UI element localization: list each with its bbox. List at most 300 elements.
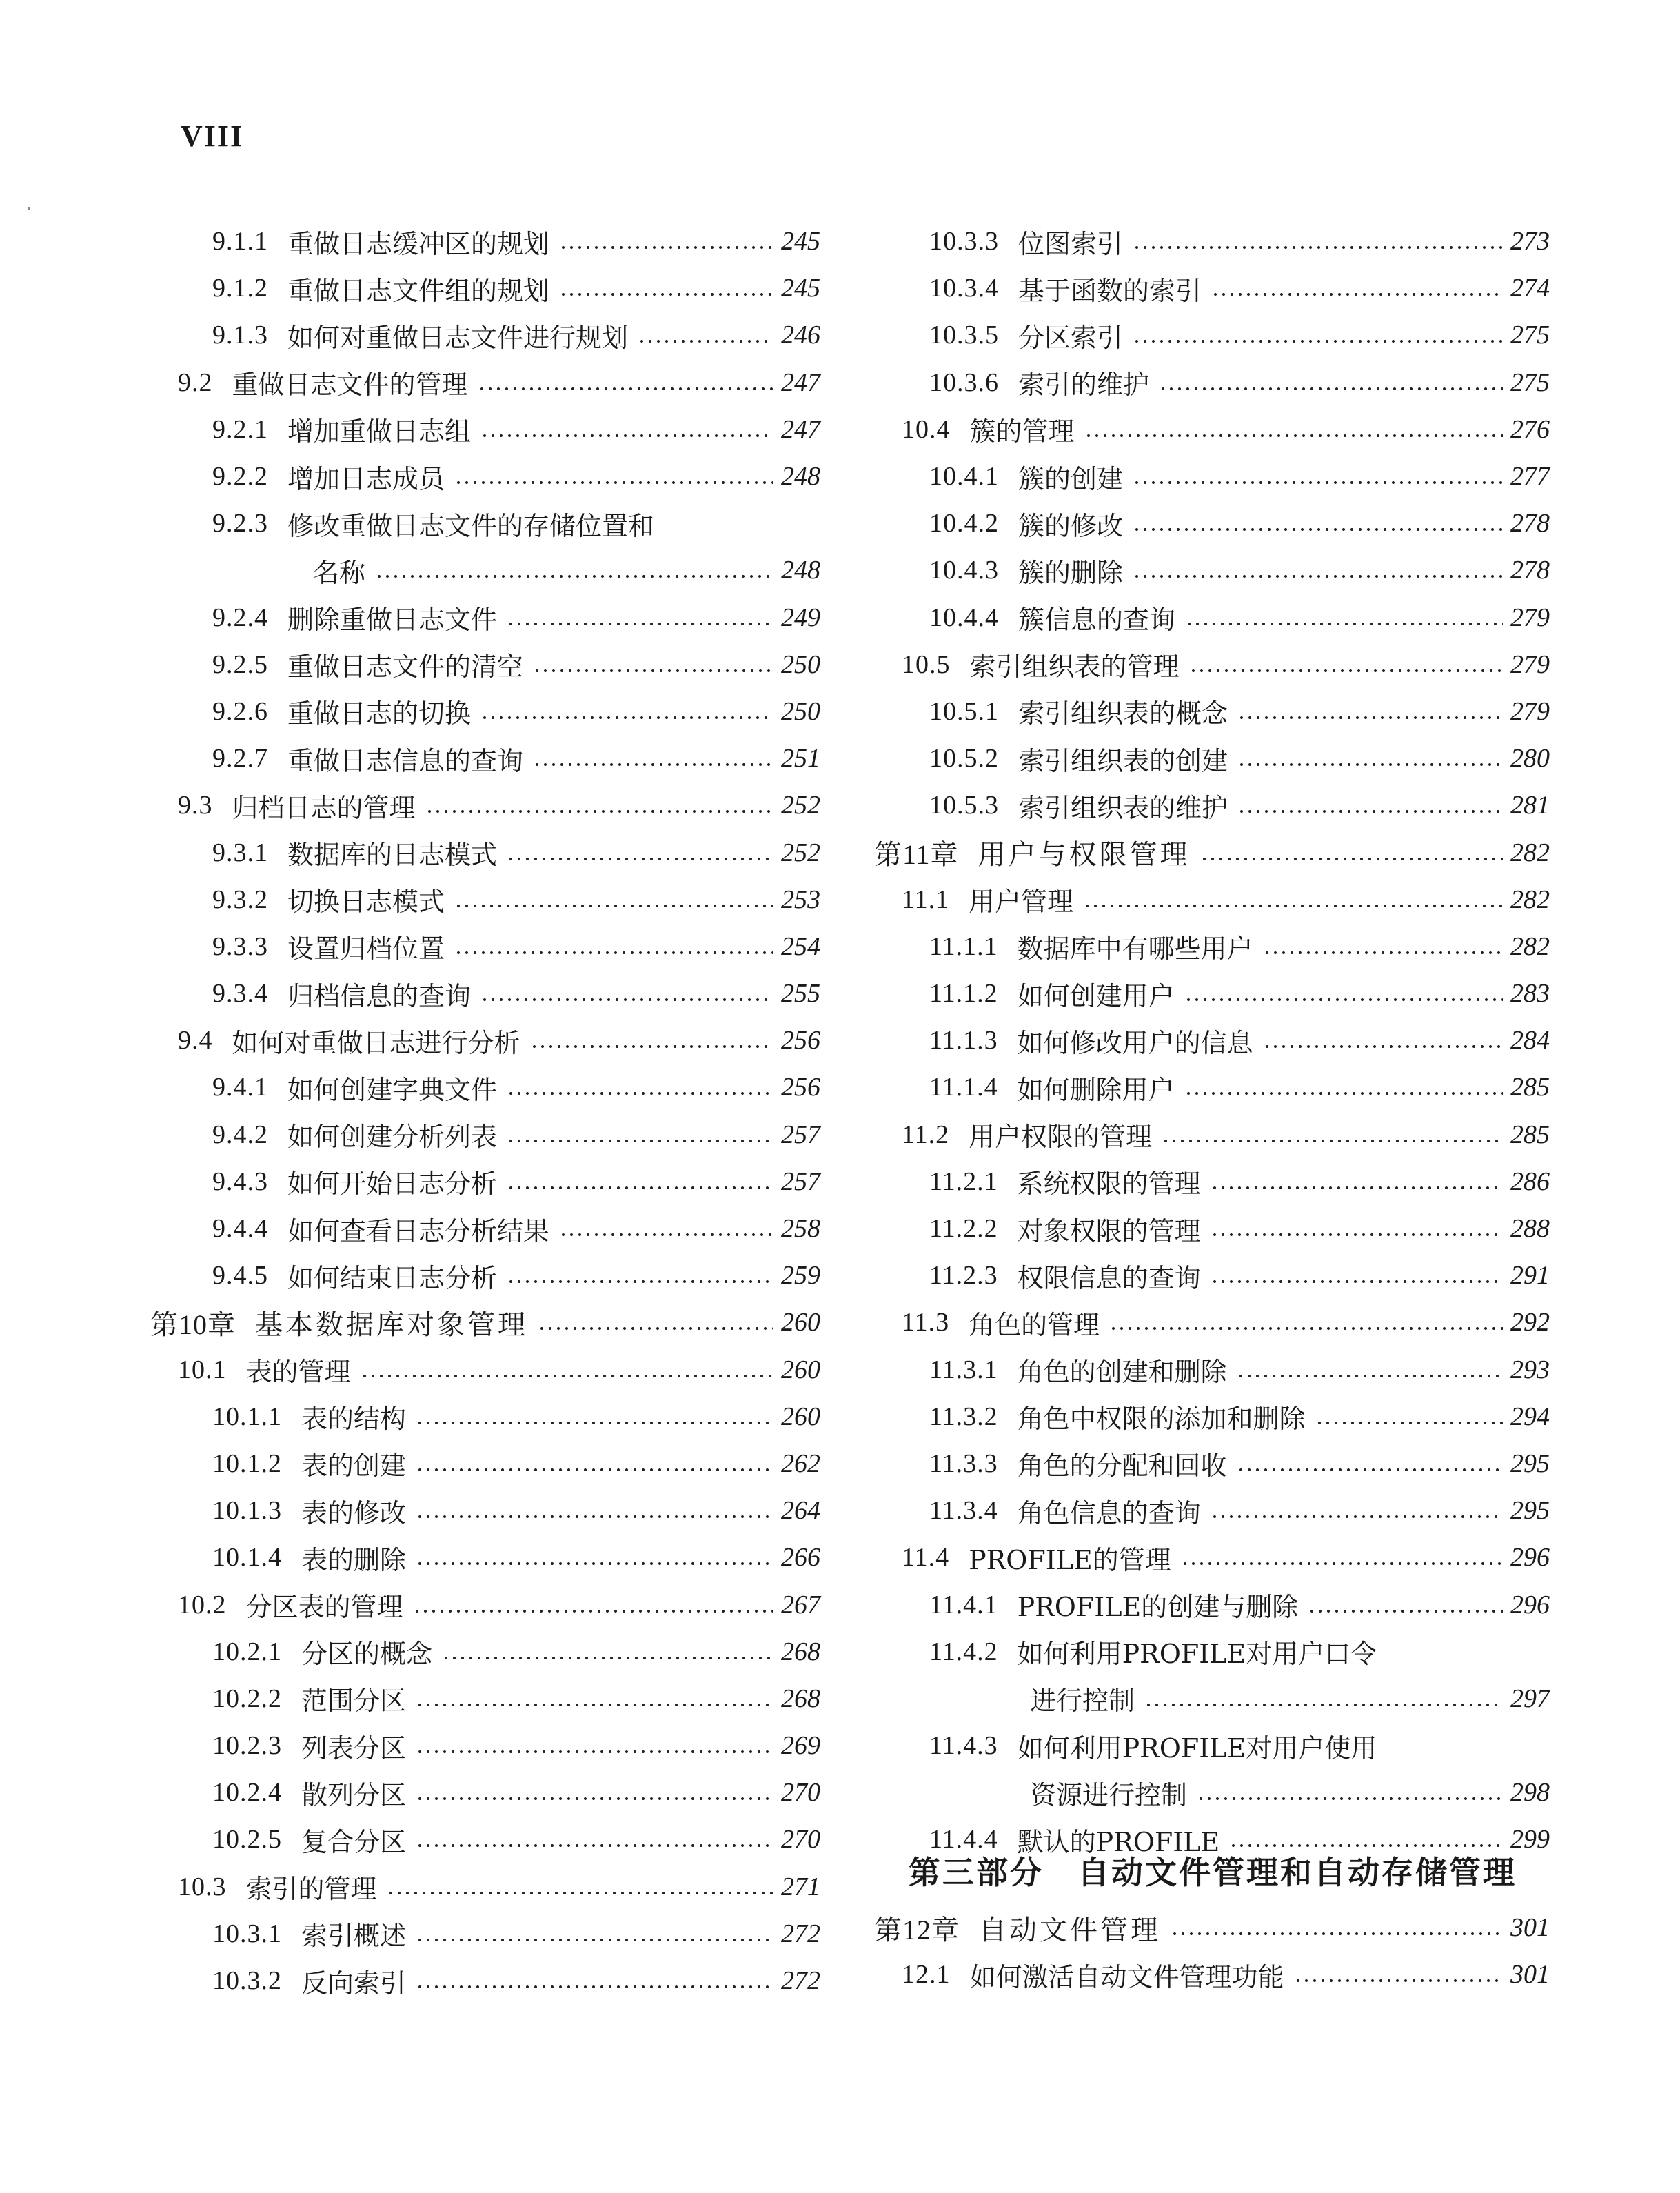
toc-entry-page: 270 xyxy=(781,1825,820,1855)
toc-entry-page: 258 xyxy=(781,1214,820,1244)
toc-entry-title: 重做日志文件的清空 xyxy=(287,651,524,683)
toc-entry[interactable] xyxy=(150,970,820,1017)
toc-entry-page: 271 xyxy=(781,1872,820,1901)
dot-leader xyxy=(1211,1495,1503,1521)
toc-entry-number: 10.2.3 xyxy=(212,1731,282,1761)
dot-leader xyxy=(1171,1912,1503,1938)
dot-leader xyxy=(1133,319,1503,345)
toc-entry[interactable] xyxy=(150,500,820,547)
toc-entry-page: 295 xyxy=(1510,1448,1550,1478)
dot-leader xyxy=(1181,1542,1503,1568)
toc-entry[interactable] xyxy=(150,218,820,265)
dot-leader xyxy=(416,1495,773,1521)
toc-entry-title: 角色信息的查询 xyxy=(1017,1497,1201,1528)
dot-leader xyxy=(416,1965,773,1991)
toc-entry-page: 257 xyxy=(781,1166,820,1196)
toc-entry-number: 11.2.2 xyxy=(929,1214,998,1244)
toc-entry-page: 264 xyxy=(781,1496,820,1526)
toc-entry-number: 9.2.3 xyxy=(212,509,268,538)
toc-entry-number: 9.4.4 xyxy=(212,1214,268,1244)
toc-entry-page: 260 xyxy=(781,1308,820,1337)
toc-entry[interactable] xyxy=(874,1440,1550,1487)
dot-leader xyxy=(1308,1589,1503,1615)
dot-leader xyxy=(559,225,773,252)
toc-entry-number: 9.3.1 xyxy=(212,838,268,867)
toc-entry-title: 用户管理 xyxy=(969,887,1074,918)
dot-leader xyxy=(533,742,773,769)
toc-entry-page: 292 xyxy=(1510,1308,1550,1337)
dot-leader xyxy=(1294,1959,1503,1985)
toc-entry-page: 268 xyxy=(781,1637,820,1666)
dot-leader xyxy=(1263,1024,1503,1051)
toc-entry[interactable] xyxy=(874,594,1550,641)
toc-entry-number: 9.2.7 xyxy=(212,744,268,774)
toc-entry-page: 250 xyxy=(781,649,820,679)
dot-leader xyxy=(1315,1401,1503,1427)
toc-entry-page: 269 xyxy=(781,1731,820,1761)
toc-entry[interactable] xyxy=(874,1722,1550,1769)
dot-leader xyxy=(1197,1777,1503,1803)
toc-entry[interactable] xyxy=(874,1534,1550,1581)
toc-entry-page: 275 xyxy=(1510,321,1550,350)
dot-leader xyxy=(375,554,773,580)
dot-leader xyxy=(1211,1213,1503,1239)
toc-entry[interactable] xyxy=(150,1440,820,1487)
toc-entry-number: 10.4 xyxy=(902,414,951,444)
toc-entry-number: 10.1.1 xyxy=(212,1402,282,1431)
toc-entry-title: 索引组织表的维护 xyxy=(1018,792,1228,823)
toc-entry-page: 272 xyxy=(781,1966,820,1996)
dot-leader xyxy=(538,1306,773,1333)
dot-leader xyxy=(1133,461,1503,487)
toc-entry-title: 如何利用PROFILE对用户使用 xyxy=(1017,1732,1377,1764)
toc-entry-number: 11.4.1 xyxy=(929,1590,998,1619)
toc-entry[interactable] xyxy=(874,1487,1550,1534)
dot-leader xyxy=(1237,742,1503,769)
toc-entry[interactable] xyxy=(150,1581,820,1628)
dot-leader xyxy=(1237,696,1503,722)
dot-leader xyxy=(1185,602,1503,628)
dot-leader xyxy=(480,696,773,722)
toc-entry[interactable] xyxy=(874,1346,1550,1393)
toc-entry-page: 277 xyxy=(1510,462,1550,492)
dot-leader xyxy=(361,1354,773,1380)
toc-entry-page: 260 xyxy=(781,1402,820,1431)
toc-entry[interactable] xyxy=(150,923,820,970)
toc-entry[interactable] xyxy=(150,547,820,594)
toc-entry-title: 如何结束日志分析 xyxy=(287,1262,498,1293)
toc-entry-title: 簇的管理 xyxy=(969,416,1075,447)
toc-entry-page: 267 xyxy=(781,1590,820,1619)
toc-entry-title: PROFILE的创建与删除 xyxy=(1017,1592,1299,1623)
dot-leader xyxy=(507,602,773,628)
toc-entry-number: 10.3 xyxy=(178,1872,227,1901)
dot-leader xyxy=(1237,1448,1503,1474)
toc-entry-number: 10.5.2 xyxy=(929,744,999,774)
toc-entry-number: 第12章 xyxy=(874,1914,960,1946)
toc-entry-title: 重做日志文件组的规划 xyxy=(287,275,550,306)
toc-entry-number: 9.4.3 xyxy=(212,1166,268,1196)
toc-entry-number: 11.1.3 xyxy=(929,1026,998,1055)
dot-leader xyxy=(416,1401,773,1427)
toc-entry-number: 10.5 xyxy=(902,649,951,679)
dot-leader xyxy=(1133,554,1503,580)
toc-entry[interactable] xyxy=(874,735,1550,782)
toc-entry[interactable] xyxy=(874,1064,1550,1111)
toc-right-tail xyxy=(874,1904,1550,1998)
toc-entry-number: 11.1.1 xyxy=(929,931,998,961)
toc-entry[interactable] xyxy=(874,688,1550,735)
toc-entry[interactable] xyxy=(150,453,820,500)
toc-entry-title: 索引组织表的管理 xyxy=(969,651,1180,683)
toc-entry-number: 9.3.2 xyxy=(212,885,268,914)
toc-entry-title: 增加日志成员 xyxy=(287,463,445,494)
toc-entry-title: 表的创建 xyxy=(301,1451,407,1482)
toc-entry[interactable] xyxy=(874,970,1550,1017)
toc-entry-number: 11.4.2 xyxy=(929,1637,998,1666)
page-number: VIII xyxy=(181,119,244,153)
toc-entry-title: 如何创建用户 xyxy=(1017,980,1175,1011)
toc-entry-title: 重做日志文件的管理 xyxy=(232,370,468,401)
toc-chapter-entry[interactable] xyxy=(874,829,1550,876)
toc-entry-title: 如何利用PROFILE对用户口令 xyxy=(1017,1639,1377,1670)
toc-entry[interactable] xyxy=(874,1951,1550,1998)
toc-entry[interactable] xyxy=(150,1910,820,1957)
toc-entry-title: 角色中权限的添加和删除 xyxy=(1017,1404,1306,1435)
dot-leader xyxy=(416,1730,773,1756)
toc-entry[interactable] xyxy=(150,265,820,312)
toc-entry[interactable] xyxy=(874,218,1550,265)
toc-entry-number: 9.2.1 xyxy=(212,414,268,444)
toc-entry-number: 10.2.1 xyxy=(212,1637,282,1666)
toc-entry-number: 11.3 xyxy=(902,1308,950,1337)
dot-leader xyxy=(413,1589,773,1615)
toc-left-column xyxy=(150,218,820,2004)
toc-entry-title: 切换日志模式 xyxy=(287,887,445,918)
toc-entry[interactable] xyxy=(150,1957,820,2004)
toc-entry[interactable] xyxy=(874,1675,1550,1722)
toc-entry-title: 增加重做日志组 xyxy=(287,416,472,447)
toc-entry[interactable] xyxy=(150,1017,820,1064)
toc-entry[interactable] xyxy=(150,1769,820,1816)
toc-entry-page: 256 xyxy=(781,1073,820,1102)
dot-leader xyxy=(1162,1119,1503,1145)
toc-entry-page: 272 xyxy=(781,1919,820,1948)
toc-entry[interactable] xyxy=(874,265,1550,312)
toc-entry-title: 反向索引 xyxy=(301,1968,407,1999)
toc-entry-page: 266 xyxy=(781,1543,820,1573)
toc-entry[interactable] xyxy=(150,1205,820,1252)
toc-entry-page: 278 xyxy=(1510,509,1550,538)
toc-entry-number: 11.1 xyxy=(902,885,950,914)
toc-entry[interactable] xyxy=(150,1863,820,1910)
dot-leader xyxy=(559,272,773,299)
toc-entry-title: 簇的修改 xyxy=(1018,510,1124,541)
dot-leader xyxy=(1083,884,1503,910)
toc-entry-page: 288 xyxy=(1510,1214,1550,1244)
toc-entry-page: 252 xyxy=(781,838,820,867)
toc-entry[interactable] xyxy=(874,1299,1550,1346)
toc-entry-number: 11.3.3 xyxy=(929,1448,998,1478)
toc-entry-number: 10.2.5 xyxy=(212,1825,282,1855)
toc-entry-page: 276 xyxy=(1510,414,1550,444)
toc-entry-number: 9.2 xyxy=(178,367,213,397)
toc-entry-number: 11.3.1 xyxy=(929,1355,998,1384)
toc-entry-page: 299 xyxy=(1510,1825,1550,1855)
toc-entry-page: 275 xyxy=(1510,367,1550,397)
toc-entry[interactable] xyxy=(150,312,820,358)
toc-entry[interactable] xyxy=(874,876,1550,923)
toc-entry-title: 对象权限的管理 xyxy=(1017,1215,1201,1246)
toc-entry[interactable] xyxy=(150,1158,820,1205)
dot-leader xyxy=(1184,1071,1503,1098)
toc-entry[interactable] xyxy=(150,1487,820,1534)
toc-entry[interactable] xyxy=(150,1064,820,1111)
toc-entry-title: 分区表的管理 xyxy=(245,1592,403,1623)
toc-entry-number: 11.1.2 xyxy=(929,979,998,1009)
dot-leader xyxy=(416,1683,773,1709)
toc-entry-page: 291 xyxy=(1510,1261,1550,1291)
toc-entry-number: 10.3.4 xyxy=(929,274,999,303)
toc-entry-page: 252 xyxy=(781,791,820,820)
toc-entry[interactable] xyxy=(150,782,820,829)
toc-entry-number: 10.4.3 xyxy=(929,556,999,585)
toc-entry-title: 如何对重做日志进行分析 xyxy=(232,1027,520,1058)
toc-entry[interactable] xyxy=(150,359,820,406)
dot-leader xyxy=(1237,1354,1503,1380)
toc-entry-number: 9.1.1 xyxy=(212,227,268,256)
dot-leader xyxy=(507,1071,773,1098)
toc-entry-page: 284 xyxy=(1510,1026,1550,1055)
dot-leader xyxy=(1211,272,1503,299)
toc-entry-number: 10.1.2 xyxy=(212,1448,282,1478)
toc-entry-number: 9.3.4 xyxy=(212,979,268,1009)
toc-entry-number: 9.4.5 xyxy=(212,1261,268,1291)
toc-entry-title: 系统权限的管理 xyxy=(1017,1169,1201,1200)
dot-leader xyxy=(1133,225,1503,252)
dot-leader xyxy=(1211,1166,1503,1192)
toc-entry-page: 247 xyxy=(781,367,820,397)
toc-entry[interactable] xyxy=(874,923,1550,970)
dot-leader xyxy=(1184,978,1503,1004)
toc-entry-title: 簇信息的查询 xyxy=(1018,605,1176,636)
toc-entry[interactable] xyxy=(874,359,1550,406)
dot-leader xyxy=(507,1260,773,1286)
toc-entry[interactable] xyxy=(150,876,820,923)
toc-entry[interactable] xyxy=(150,406,820,453)
toc-entry-number: 11.4.4 xyxy=(929,1825,998,1855)
toc-right-column xyxy=(874,218,1550,1863)
toc-entry-page: 283 xyxy=(1510,979,1550,1009)
toc-entry[interactable] xyxy=(150,1252,820,1299)
toc-entry-number: 10.1.4 xyxy=(212,1543,282,1573)
toc-entry-title: 用户与权限管理 xyxy=(978,839,1191,871)
toc-entry-number: 10.2.4 xyxy=(212,1778,282,1808)
toc-entry[interactable] xyxy=(150,594,820,641)
toc-entry[interactable] xyxy=(874,1769,1550,1816)
toc-entry-title: 数据库中有哪些用户 xyxy=(1017,933,1253,964)
toc-entry[interactable] xyxy=(150,1393,820,1440)
toc-entry[interactable] xyxy=(874,1393,1550,1440)
toc-entry-title: 索引的维护 xyxy=(1018,370,1150,401)
toc-entry-number: 9.1.3 xyxy=(212,321,268,350)
toc-entry-page: 251 xyxy=(781,744,820,774)
dot-leader xyxy=(1229,1823,1503,1850)
toc-entry[interactable] xyxy=(150,1534,820,1581)
toc-entry[interactable] xyxy=(150,1675,820,1722)
toc-entry-title: 如何对重做日志文件进行规划 xyxy=(287,322,629,353)
toc-entry-number: 11.3.2 xyxy=(929,1402,998,1431)
toc-entry-number: 11.4.3 xyxy=(929,1731,998,1761)
toc-entry[interactable] xyxy=(874,1628,1550,1675)
toc-entry-title: 索引概述 xyxy=(301,1921,407,1952)
toc-entry-title: PROFILE的管理 xyxy=(969,1544,1171,1575)
toc-entry-title: 散列分区 xyxy=(301,1779,407,1810)
dot-leader xyxy=(454,461,773,487)
toc-entry-title: 如何激活自动文件管理功能 xyxy=(969,1961,1284,1992)
toc-entry-number: 10.5.1 xyxy=(929,696,999,726)
toc-entry-title: 进行控制 xyxy=(1030,1686,1135,1717)
dot-leader xyxy=(1109,1306,1503,1333)
toc-entry-number: 10.4.4 xyxy=(929,603,999,632)
toc-entry[interactable] xyxy=(874,782,1550,829)
toc-entry-page: 273 xyxy=(1510,227,1550,256)
dot-leader xyxy=(638,319,773,345)
toc-entry[interactable] xyxy=(150,1816,820,1863)
toc-entry-number: 9.2.4 xyxy=(212,603,268,632)
toc-entry-page: 248 xyxy=(781,462,820,492)
toc-entry-page: 256 xyxy=(781,1026,820,1055)
toc-chapter-entry[interactable] xyxy=(150,1299,820,1346)
toc-entry-page: 274 xyxy=(1510,274,1550,303)
toc-entry-number: 9.4.1 xyxy=(212,1073,268,1102)
dot-leader xyxy=(533,649,773,675)
toc-entry-page: 294 xyxy=(1510,1402,1550,1431)
toc-entry-number: 12.1 xyxy=(902,1960,951,1990)
dot-leader xyxy=(1133,507,1503,534)
toc-entry[interactable] xyxy=(874,312,1550,358)
dot-leader xyxy=(1189,649,1503,675)
dot-leader xyxy=(530,1024,773,1051)
toc-entry-number: 第10章 xyxy=(150,1308,236,1340)
toc-entry-number: 10.1 xyxy=(178,1355,227,1384)
toc-entry[interactable] xyxy=(150,1111,820,1158)
toc-entry[interactable] xyxy=(874,1017,1550,1064)
toc-entry-page: 296 xyxy=(1510,1543,1550,1573)
dot-leader xyxy=(1200,837,1503,863)
toc-entry-title: 如何开始日志分析 xyxy=(287,1169,498,1200)
toc-entry-number: 9.1.2 xyxy=(212,274,268,303)
toc-entry-number: 11.2.3 xyxy=(929,1261,998,1291)
toc-entry-page: 279 xyxy=(1510,603,1550,632)
toc-entry-title: 基本数据库对象管理 xyxy=(255,1308,528,1341)
toc-entry-page: 262 xyxy=(781,1448,820,1478)
toc-entry-page: 301 xyxy=(1510,1913,1550,1943)
toc-entry-number: 9.3 xyxy=(178,791,213,820)
toc-entry-number: 9.4 xyxy=(178,1026,213,1055)
toc-entry[interactable] xyxy=(874,1158,1550,1205)
toc-entry-page: 295 xyxy=(1510,1496,1550,1526)
toc-entry-page: 279 xyxy=(1510,696,1550,726)
dot-leader xyxy=(559,1213,773,1239)
toc-chapter-entry[interactable] xyxy=(874,1904,1550,1951)
toc-entry[interactable] xyxy=(150,735,820,782)
toc-entry-page: 245 xyxy=(781,274,820,303)
toc-entry[interactable] xyxy=(874,500,1550,547)
dot-leader xyxy=(416,1777,773,1803)
toc-entry-page: 282 xyxy=(1510,885,1550,914)
dot-leader xyxy=(387,1871,773,1897)
toc-entry-number: 10.3.5 xyxy=(929,321,999,350)
toc-entry-title: 如何创建字典文件 xyxy=(287,1074,498,1105)
toc-entry-title: 列表分区 xyxy=(301,1732,407,1764)
toc-entry[interactable] xyxy=(874,547,1550,594)
toc-entry-number: 10.3.2 xyxy=(212,1966,282,1996)
toc-entry-number: 9.2.6 xyxy=(212,696,268,726)
toc-entry-page: 259 xyxy=(781,1261,820,1291)
toc-entry[interactable] xyxy=(874,1111,1550,1158)
toc-entry[interactable] xyxy=(150,1346,820,1393)
toc-entry-title: 分区的概念 xyxy=(301,1639,433,1670)
toc-entry-title: 索引的管理 xyxy=(245,1874,377,1905)
toc-entry[interactable] xyxy=(150,1628,820,1675)
toc-entry[interactable] xyxy=(874,641,1550,688)
toc-entry[interactable] xyxy=(874,1581,1550,1628)
toc-entry[interactable] xyxy=(150,641,820,688)
dot-leader xyxy=(478,367,773,393)
toc-entry-page: 279 xyxy=(1510,649,1550,679)
toc-entry[interactable] xyxy=(874,1252,1550,1299)
toc-entry-title: 基于函数的索引 xyxy=(1018,275,1202,306)
toc-entry[interactable] xyxy=(150,1722,820,1769)
toc-entry[interactable] xyxy=(874,406,1550,453)
dot-leader xyxy=(416,1448,773,1474)
toc-entry[interactable] xyxy=(874,453,1550,500)
dot-leader xyxy=(1211,1260,1503,1286)
toc-entry-title: 簇的删除 xyxy=(1018,557,1124,588)
toc-entry-page: 280 xyxy=(1510,744,1550,774)
toc-entry-number: 10.3.6 xyxy=(929,367,999,397)
dot-leader xyxy=(1237,789,1503,816)
toc-entry-title: 资源进行控制 xyxy=(1030,1779,1188,1810)
toc-entry-title: 归档信息的查询 xyxy=(287,980,472,1011)
toc-entry-title: 重做日志缓冲区的规划 xyxy=(287,228,550,259)
toc-entry-title: 角色的管理 xyxy=(969,1309,1100,1340)
toc-entry-title: 位图索引 xyxy=(1018,228,1124,259)
dot-leader xyxy=(416,1918,773,1944)
toc-entry-page: 301 xyxy=(1510,1960,1550,1990)
dot-leader xyxy=(454,884,773,910)
toc-entry-page: 245 xyxy=(781,227,820,256)
toc-entry-number: 11.4 xyxy=(902,1543,950,1573)
toc-entry-title: 用户权限的管理 xyxy=(969,1122,1153,1153)
dot-leader xyxy=(1144,1683,1503,1709)
toc-entry-title: 删除重做日志文件 xyxy=(287,605,498,636)
toc-entry-title: 簇的创建 xyxy=(1018,463,1124,494)
toc-entry[interactable] xyxy=(150,688,820,735)
toc-entry-number: 11.2.1 xyxy=(929,1166,998,1196)
toc-entry[interactable] xyxy=(874,1205,1550,1252)
toc-entry-page: 293 xyxy=(1510,1355,1550,1384)
toc-entry-page: 249 xyxy=(781,603,820,632)
toc-entry-page: 260 xyxy=(781,1355,820,1384)
toc-entry-number: 10.2 xyxy=(178,1590,227,1619)
toc-entry-number: 9.3.3 xyxy=(212,931,268,961)
toc-entry[interactable] xyxy=(150,829,820,876)
toc-entry-title: 名称 xyxy=(313,557,366,588)
toc-entry-page: 297 xyxy=(1510,1684,1550,1713)
toc-entry-title: 分区索引 xyxy=(1018,322,1124,353)
